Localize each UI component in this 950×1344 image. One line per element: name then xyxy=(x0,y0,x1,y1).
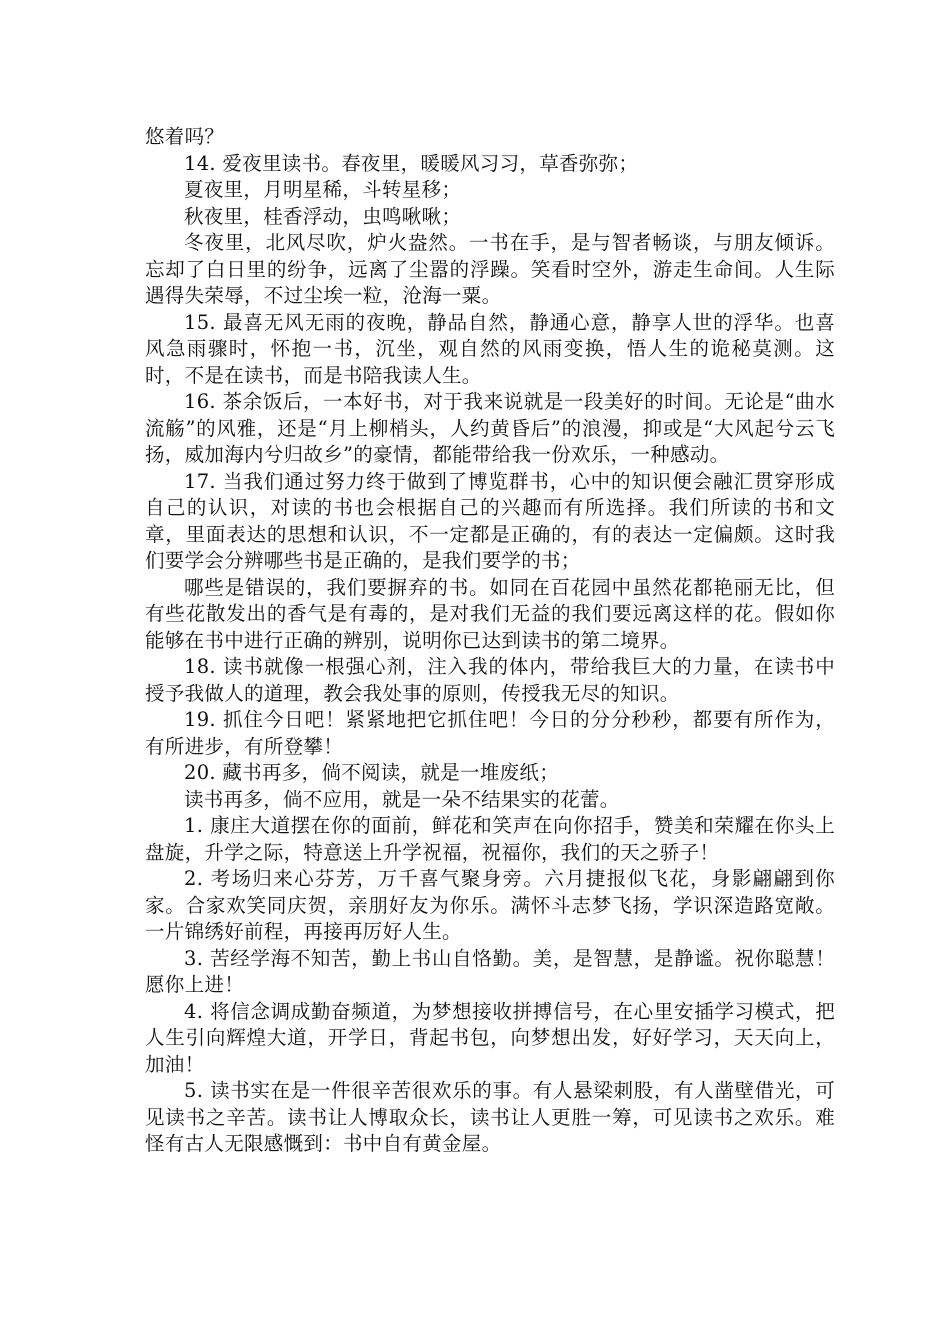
paragraph: 4. 将信念调成勤奋频道，为梦想接收拼搏信号，在心里安插学习模式，把人生引向辉煌大道，开学日，背起书包，向梦想出发，好好学习，天天向上，加油！ xyxy=(145,999,835,1076)
paragraph: 17. 当我们通过努力终于做到了博览群书，心中的知识便会融汇贯穿形成自己的认识，对读的书也会根据自己的兴趣而有所选择。我们所读的书和文章，里面表达的思想和认识，不一定都是正确的，有的表达一定偏颇。这时我们要学会分辨哪些书是正确的，是我们要学的书； xyxy=(145,469,835,572)
paragraph: 秋夜里，桂香浮动，虫鸣啾啾； xyxy=(184,204,462,228)
paragraph: 19. 抓住今日吧！紧紧地把它抓住吧！今日的分分秒秒，都要有所作为，有所进步，有所登攀！ xyxy=(145,708,835,758)
paragraph: 14. 爱夜里读书。春夜里，暖暖风习习，草香弥弥； xyxy=(184,151,639,175)
paragraph: 5. 读书实在是一件很辛苦很欢乐的事。有人悬梁刺股，有人凿壁借光，可见读书之辛苦。读书让人博取众长，读书让人更胜一筹，可见读书之欢乐。难怪有古人无限感慨到：书中自有黄金屋。 xyxy=(145,1079,835,1155)
document-body xyxy=(145,124,835,1158)
paragraph: 15. 最喜无风无雨的夜晚，静品自然，静通心意，静享人世的浮华。也喜风急雨骤时，怀抱一书，沉坐，观自然的风雨变换，悟人生的诡秘莫测。这时，不是在读书，而是书陪我读人生。 xyxy=(145,310,835,387)
paragraph: 夏夜里，月明星稀，斗转星移； xyxy=(184,178,462,201)
paragraph: 悠着吗？ xyxy=(145,125,225,148)
paragraph: 2. 考场归来心芬芳，万千喜气聚身旁。六月捷报似飞花，身影翩翩到你家。合家欢笑同庆贺，亲朋好友为你乐。满怀斗志梦飞扬，学识深造路宽敞。一片锦绣好前程，再接再厉好人生。 xyxy=(145,867,835,943)
paragraph: 20. 藏书再多，倘不阅读，就是一堆废纸； xyxy=(184,761,560,784)
paragraph: 读书再多，倘不应用，就是一朵不结果实的花蕾。 xyxy=(184,787,620,811)
paragraph: 18. 读书就像一根强心剂，注入我的体内，带给我巨大的力量，在读书中授予我做人的道理，教会我处事的原则，传授我无尽的知识。 xyxy=(145,655,835,705)
paragraph: 1. 康庄大道摆在你的面前，鲜花和笑声在向你招手，赞美和荣耀在你头上盘旋，升学之际，特意送上升学祝福，祝福你，我们的天之骄子！ xyxy=(145,814,835,864)
paragraph: 3. 苦经学海不知苦，勤上书山自恪勤。美，是智慧，是静谧。祝你聪慧！愿你上进！ xyxy=(145,946,835,996)
paragraph: 冬夜里，北风尽吹，炉火盎然。一书在手，是与智者畅谈，与朋友倾诉。忘却了白日里的纷争，远离了尘嚣的浮躁。笑看时空外，游走生命间。人生际遇得失荣辱，不过尘埃一粒，沧海一粟。 xyxy=(145,231,835,307)
paragraph: 16. 茶余饭后，一本好书，对于我来说就是一段美好的时间。无论是“曲水流觞”的风雅，还是“月上柳梢头，人约黄昏后”的浪漫，抑或是“大风起兮云飞扬，威加海内兮归故乡”的豪情，都能带给我一份欢乐，一种感动。 xyxy=(145,390,835,466)
paragraph: 哪些是错误的，我们要摒弃的书。如同在百花园中虽然花都艳丽无比，但有些花散发出的香气是有毒的，是对我们无益的我们要远离这样的花。假如你能够在书中进行正确的辨别，说明你已达到读书的第二境界。 xyxy=(145,575,835,652)
